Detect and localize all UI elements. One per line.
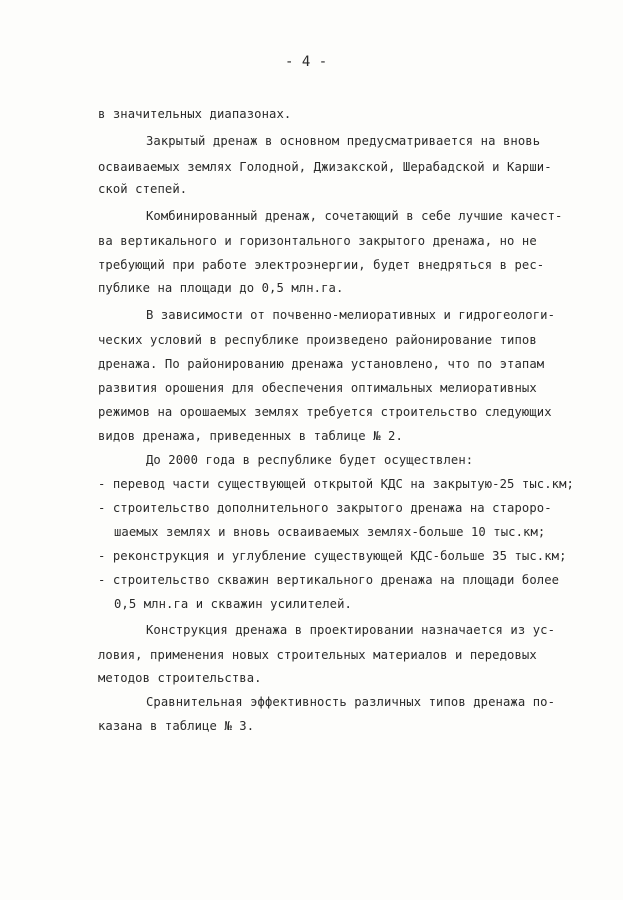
list-item-continuation: шаемых землях и вновь осваиваемых землях-больше 10 тыс.км; [114, 525, 546, 539]
text-line: методов строительства. [98, 671, 262, 685]
text-line: Закрытый дренаж в основном предусматривается на вновь [146, 134, 541, 148]
text-line: видов дренажа, приведенных в таблице № 2. [98, 429, 403, 443]
text-line: Конструкция дренажа в проектировании назначается из ус- [146, 623, 556, 637]
text-line: режимов на орошаемых землях требуется строительство следующих [98, 405, 552, 419]
list-item: - перевод части существующей открытой КДС на закрытую-25 тыс.км; [98, 477, 574, 491]
list-item-continuation: 0,5 млн.га и скважин усилителей. [114, 597, 352, 611]
text-line: требующий при работе электроэнергии, будет внедряться в рес- [98, 258, 545, 272]
text-line: публике на площади до 0,5 млн.га. [98, 281, 344, 295]
text-line: в значительных диапазонах. [98, 107, 292, 121]
text-line: осваиваемых землях Голодной, Джизакской, Шерабадской и Карши- [98, 160, 552, 174]
page-number: - 4 - [285, 54, 328, 70]
text-line: ва вертикального и горизонтального закрытого дренажа, но не [98, 234, 537, 248]
list-item: - строительство дополнительного закрытого дренажа на староро- [98, 501, 552, 515]
text-line: До 2000 года в республике будет осуществлен: [146, 453, 474, 467]
text-line: дренажа. По районированию дренажа установлено, что по этапам [98, 357, 545, 371]
list-item: - строительство скважин вертикального дренажа на площади более [98, 573, 560, 587]
text-line: ской степей. [98, 182, 188, 196]
text-line: ческих условий в республике произведено районирование типов [98, 333, 537, 347]
text-line: В зависимости от почвенно-мелиоративных и гидрогеологи- [146, 308, 556, 322]
text-line: казана в таблице № 3. [98, 719, 255, 733]
text-line: ловия, применения новых строительных материалов и передовых [98, 648, 537, 662]
text-line: Комбинированный дренаж, сочетающий в себе лучшие качест- [146, 209, 563, 223]
text-line: развития орошения для обеспечения оптимальных мелиоративных [98, 381, 537, 395]
list-item: - реконструкция и углубление существующей КДС-больше 35 тыс.км; [98, 549, 567, 563]
text-line: Сравнительная эффективность различных типов дренажа по- [146, 695, 556, 709]
